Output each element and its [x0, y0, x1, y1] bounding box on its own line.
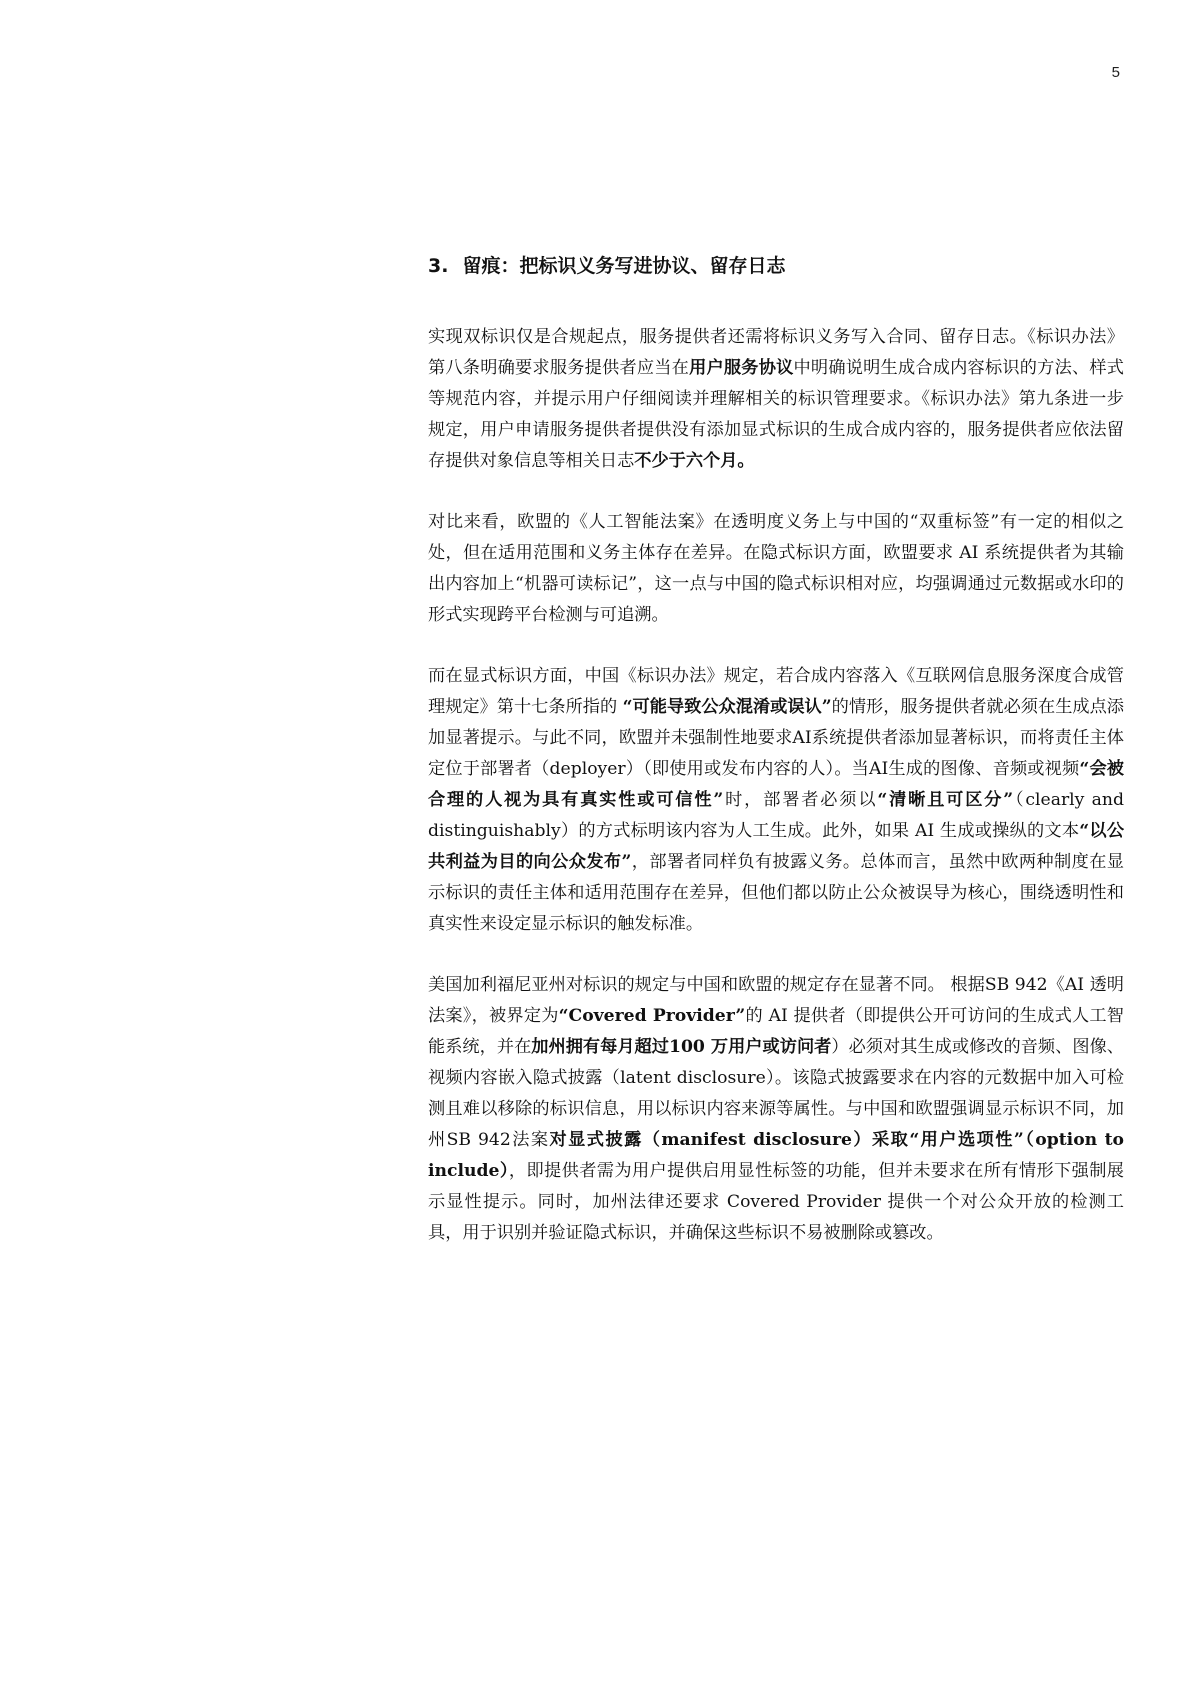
- bold-text: “以公共利益为目的向公众发布”: [428, 821, 1125, 872]
- text-run: ，部署者同样负有披露义务。总体而言，虽然中欧两种制度在显示标识的责任主体和适用范围存在差异，但他们都以防止公众被误导为核心，围绕透明性和真实性来设定显示标识的触发标准。: [428, 852, 1124, 934]
- bold-text: 不少于六个月。: [634, 451, 755, 471]
- section-title: 留痕：把标识义务写进协议、留存日志: [462, 255, 786, 277]
- section-heading: [428, 252, 1124, 280]
- paragraph: [428, 322, 1124, 477]
- bold-text: “会被合理的人视为具有真实性或可信性”: [428, 759, 1124, 810]
- text-run: 实现双标识仅是合规起点，服务提供者还需将标识义务写入合同、留存日志。《标识办法》第八条明确要求服务提供者应当在: [428, 327, 1124, 378]
- text-run: 美国加利福尼亚州对标识的规定与中国和欧盟的规定存在显著不同。 根据SB 942《AI 透明法案》，被界定为: [428, 975, 1124, 1026]
- bold-text: 加州拥有每月超过100 万用户或访问者: [531, 1037, 832, 1057]
- text-run: 的情形，服务提供者就必须在生成点添加显著提示。与此不同，欧盟并未强制性地要求AI系统提供者添加显著标识，而将责任主体定位于部署者（deployer）（即使用或发布内容的人）。当AI生成的图像、音频或视频: [428, 697, 1124, 779]
- bold-text: “Covered Provider”: [558, 1006, 746, 1026]
- page-number: 5: [1111, 64, 1120, 81]
- bold-text: 用户服务协议: [689, 358, 794, 378]
- paragraph: [428, 970, 1124, 1249]
- text-run: 的 AI 提供者（即提供公开可访问的生成式人工智能系统，并在: [428, 1006, 1124, 1057]
- text-run: ）必须对其生成或修改的音频、图像、视频内容嵌入隐式披露（latent disclosure）。该隐式披露要求在内容的元数据中加入可检测且难以移除的标识信息，用以标识内容来源等属性。与中国和欧盟强调显示标识不同，加州SB 942法案: [428, 1037, 1124, 1150]
- text-run: （clearly and distinguishably）的方式标明该内容为人工生成。此外，如果 AI 生成或操纵的文本: [428, 790, 1124, 841]
- paragraph: [428, 661, 1124, 940]
- paragraph-list: [428, 322, 1124, 1249]
- bold-text: “清晰且可区分”: [877, 790, 1014, 810]
- text-run: 对比来看，欧盟的《人工智能法案》在透明度义务上与中国的“双重标签”有一定的相似之处，但在适用范围和义务主体存在差异。在隐式标识方面，欧盟要求 AI 系统提供者为其输出内容加上“机器可读标记”，这一点与中国的隐式标识相对应，均强调通过元数据或水印的形式实现跨平台检测与可追溯。: [428, 512, 1124, 625]
- section-number: 3.: [428, 255, 449, 277]
- text-run: ，即提供者需为用户提供启用显性标签的功能，但并未要求在所有情形下强制展示显性提示。同时，加州法律还要求 Covered Provider 提供一个对公众开放的检测工具，用于识别并验证隐式标识，并确保这些标识不易被删除或篡改。: [428, 1161, 1124, 1243]
- text-run: 时，部署者必须以: [723, 790, 878, 810]
- text-run: 而在显式标识方面，中国《标识办法》规定，若合成内容落入《互联网信息服务深度合成管理规定》第十七条所指的: [428, 666, 1124, 717]
- document-body: [428, 252, 1124, 1279]
- text-run: 中明确说明生成合成内容标识的方法、样式等规范内容，并提示用户仔细阅读并理解相关的标识管理要求。《标识办法》第九条进一步规定，用户申请服务提供者提供没有添加显式标识的生成合成内容的，服务提供者应依法留存提供对象信息等相关日志: [428, 358, 1124, 471]
- bold-text: “可能导致公众混淆或误认”: [622, 697, 832, 717]
- paragraph: [428, 507, 1124, 631]
- bold-text: 对显式披露（manifest disclosure）采取“用户选项性”（option to include）: [428, 1130, 1124, 1181]
